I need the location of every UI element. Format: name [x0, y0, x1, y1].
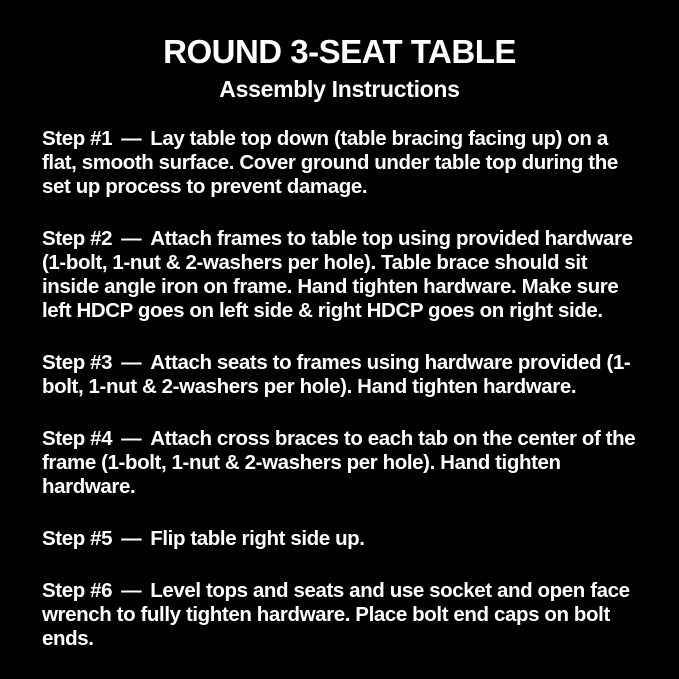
step-4-text: Attach cross braces to each tab on the center of the frame (1-bolt, 1-nut & 2-washers per hole). Hand tighten hardware. — [42, 426, 636, 498]
step-2 — [42, 227, 647, 323]
step-4-dash: — — [121, 426, 142, 450]
step-5-text: Flip table right side up. — [150, 526, 365, 550]
step-1-text: Lay table top down (table bracing facing up) on a flat, smooth surface. Cover ground under table top during the set up process to prevent damage. — [42, 126, 618, 198]
step-1-dash: — — [121, 126, 142, 150]
step-2-label: Step #2 — [42, 226, 113, 250]
step-4-label: Step #4 — [42, 426, 113, 450]
page-subtitle: Assembly Instructions — [219, 76, 460, 103]
step-3 — [42, 351, 647, 399]
step-3-label: Step #3 — [42, 350, 113, 374]
step-6-label: Step #6 — [42, 578, 113, 602]
step-4 — [42, 427, 647, 499]
step-2-text: Attach frames to table top using provided hardware (1-bolt, 1-nut & 2-washers per hole). Table brace should sit inside angle iron on frame. Hand tighten hardware. Make sure left HDCP goes on left side & right HDCP goes on right side. — [42, 226, 633, 322]
step-2-dash: — — [121, 226, 142, 250]
step-6-text: Level tops and seats and use socket and open face wrench to fully tighten hardware. Place bolt end caps on bolt ends. — [42, 578, 630, 650]
step-5-dash: — — [121, 526, 142, 550]
step-5-label: Step #5 — [42, 526, 113, 550]
step-1-label: Step #1 — [42, 126, 113, 150]
step-6-dash: — — [121, 578, 142, 602]
step-6 — [42, 579, 647, 651]
step-3-text: Attach seats to frames using hardware provided (1-bolt, 1-nut & 2-washers per hole). Hand tighten hardware. — [42, 350, 631, 398]
step-1 — [42, 127, 647, 199]
steps-list — [42, 127, 647, 651]
step-3-dash: — — [121, 350, 142, 374]
page-title: ROUND 3-SEAT TABLE — [163, 33, 516, 70]
step-5 — [42, 527, 647, 551]
